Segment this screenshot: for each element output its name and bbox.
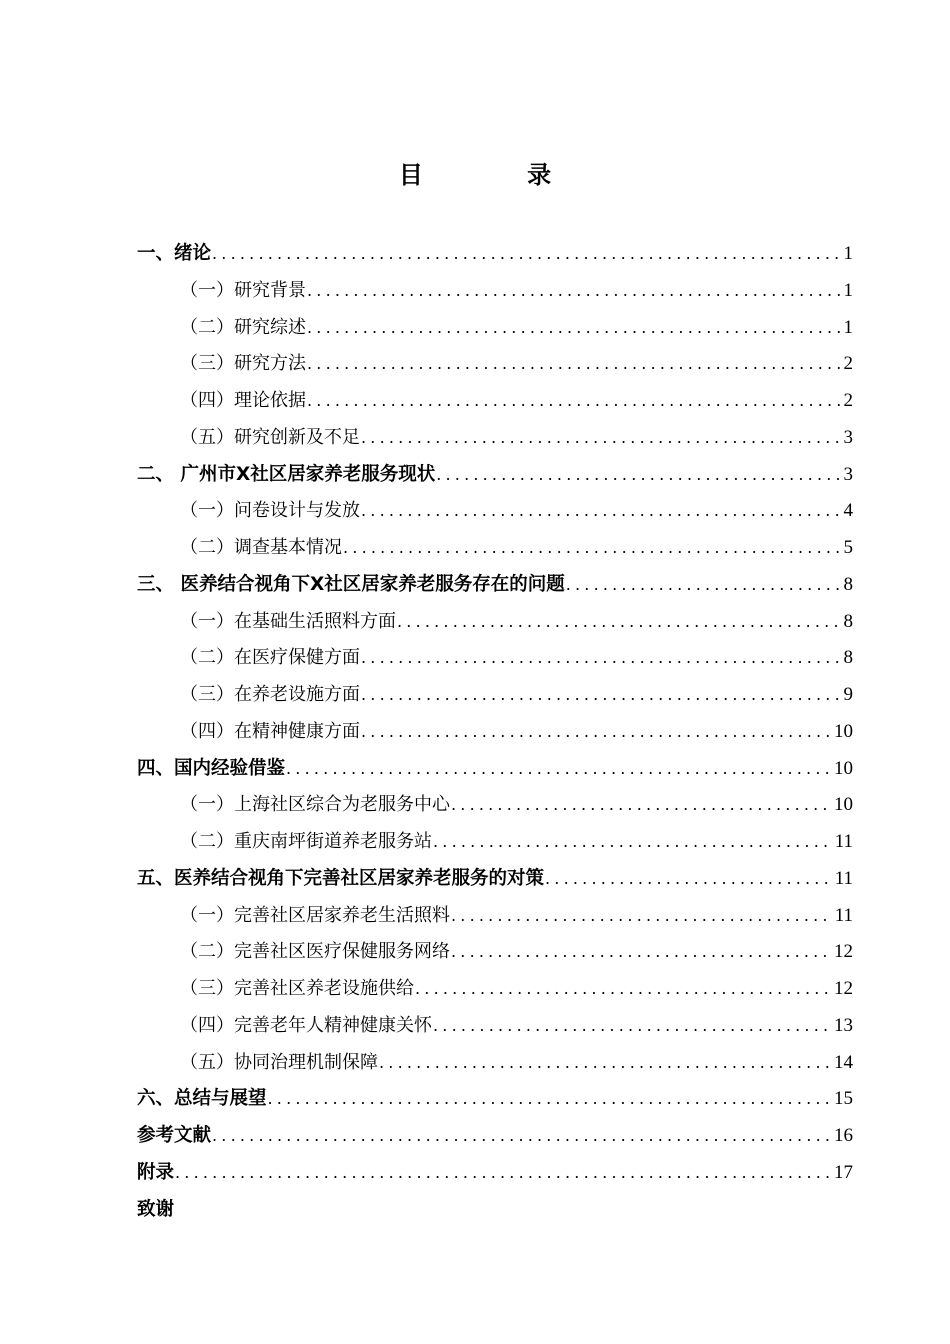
toc-entry-label: （四）完善老年人精神健康关怀	[180, 1014, 432, 1036]
toc-entry-label: （四）理论依据	[180, 390, 306, 411]
toc-page-number: 2	[843, 353, 853, 375]
toc-page-number: 3	[843, 463, 853, 485]
toc-section-entry[interactable]	[137, 677, 853, 714]
toc-entry-label: 致谢	[137, 1198, 175, 1220]
toc-section-entry[interactable]	[137, 273, 853, 310]
toc-page-number: 14	[834, 1051, 853, 1073]
toc-entry-label: 二、 广州市X社区居家养老服务现状	[137, 463, 436, 485]
toc-section-entry[interactable]	[137, 787, 853, 824]
toc-dot-leader	[307, 383, 842, 420]
toc-entry-label: （二）重庆南坪街道养老服务站	[180, 831, 432, 852]
toc-entry-label: （一）上海社区综合为老服务中心	[180, 794, 450, 816]
toc-entry-label: 一、绪论	[137, 243, 212, 264]
toc-page-number: 2	[843, 390, 853, 411]
toc-dot-leader	[307, 310, 842, 347]
toc-section-entry[interactable]	[137, 971, 853, 1008]
toc-page-number: 12	[834, 978, 853, 999]
toc-section-entry[interactable]	[137, 934, 853, 971]
toc-page-number: 5	[843, 537, 853, 558]
toc-chapter-entry[interactable]	[137, 457, 853, 494]
toc-page-number: 8	[843, 647, 853, 669]
toc-dot-leader	[212, 236, 841, 273]
toc-entry-label: （二）在医疗保健方面	[180, 647, 360, 669]
toc-section-entry[interactable]	[137, 310, 853, 347]
toc-page-number: 12	[834, 941, 853, 963]
toc-section-entry[interactable]	[137, 1045, 853, 1082]
toc-dot-leader	[379, 1045, 832, 1082]
toc-entry-label: （一）完善社区居家养老生活照料	[180, 904, 450, 926]
toc-page-number: 10	[834, 794, 853, 816]
toc-entry-label: 五、医养结合视角下完善社区居家养老服务的对策	[137, 867, 545, 889]
toc-page-number: 9	[843, 684, 853, 705]
toc-page-number: 1	[843, 243, 853, 264]
toc-page-number: 16	[834, 1125, 853, 1146]
toc-dot-leader	[361, 493, 842, 530]
toc-dot-leader	[433, 1008, 832, 1045]
toc-section-entry[interactable]	[137, 383, 853, 420]
toc-dot-leader	[361, 677, 842, 714]
toc-dot-leader	[361, 640, 842, 677]
toc-chapter-entry[interactable]	[137, 861, 853, 898]
toc-page-number: 4	[843, 500, 853, 522]
toc-entry-label: （二）完善社区医疗保健服务网络	[180, 941, 450, 963]
toc-page-number: 11	[834, 904, 853, 926]
toc-dot-leader	[343, 530, 842, 567]
toc-page-number: 10	[834, 757, 853, 779]
toc-dot-leader	[451, 934, 832, 971]
toc-chapter-entry[interactable]	[137, 1118, 853, 1155]
toc-entry-label: （一）在基础生活照料方面	[180, 610, 396, 632]
toc-section-entry[interactable]	[137, 493, 853, 530]
toc-entry-label: （二）研究综述	[180, 316, 306, 338]
toc-entry-label: （三）研究方法	[180, 353, 306, 375]
toc-dot-leader	[545, 861, 833, 898]
toc-page-number: 8	[843, 573, 853, 595]
toc-entry-label: 四、国内经验借鉴	[137, 757, 286, 779]
toc-page-number: 15	[834, 1088, 853, 1110]
toc-entry-label: （三）完善社区养老设施供给	[180, 978, 414, 999]
toc-dot-leader	[433, 824, 833, 861]
toc-entry-label: （四）在精神健康方面	[180, 720, 360, 742]
toc-entry-label: 附录	[137, 1161, 175, 1183]
toc-page-number: 1	[843, 279, 853, 301]
toc-dot-leader	[566, 567, 842, 604]
toc-page-number: 10	[834, 720, 853, 742]
toc-dot-leader	[307, 346, 842, 383]
toc-entry-label: （二）调查基本情况	[180, 537, 342, 558]
toc-dot-leader	[361, 714, 832, 751]
toc-entry-label: （一）问卷设计与发放	[180, 500, 360, 522]
toc-page-number: 13	[834, 1014, 853, 1036]
toc-page-number: 11	[834, 831, 853, 852]
toc-page-number: 1	[843, 316, 853, 338]
toc-dot-leader	[212, 1118, 832, 1155]
toc-page-number: 11	[834, 867, 853, 889]
toc-entry-label: 参考文献	[137, 1125, 212, 1146]
toc-section-entry[interactable]	[137, 604, 853, 641]
toc-dot-leader	[451, 898, 833, 935]
toc-dot-leader	[307, 273, 842, 310]
toc-dot-leader	[361, 420, 842, 457]
toc-page-number: 17	[834, 1161, 853, 1183]
toc-dot-leader	[397, 604, 842, 641]
toc-section-entry[interactable]	[137, 640, 853, 677]
toc-dot-leader	[268, 1081, 832, 1118]
toc-section-entry[interactable]	[137, 824, 853, 861]
toc-chapter-entry[interactable]	[137, 751, 853, 788]
toc-entry-label: （一）研究背景	[180, 279, 306, 301]
toc-entry-label: 三、 医养结合视角下X社区居家养老服务存在的问题	[137, 573, 565, 595]
toc-chapter-entry[interactable]	[137, 1192, 853, 1229]
toc-page-number: 8	[843, 610, 853, 632]
toc-dot-leader	[415, 971, 832, 1008]
toc-chapter-entry[interactable]	[137, 567, 853, 604]
toc-entry-label: 六、总结与展望	[137, 1088, 267, 1110]
toc-chapter-entry[interactable]	[137, 1081, 853, 1118]
toc-dot-leader	[436, 457, 841, 494]
toc-entry-label: （三）在养老设施方面	[180, 684, 360, 705]
toc-chapter-entry[interactable]	[137, 1155, 853, 1192]
toc-section-entry[interactable]	[137, 898, 853, 935]
toc-section-entry[interactable]	[137, 530, 853, 567]
toc-entry-label: （五）协同治理机制保障	[180, 1051, 378, 1073]
toc-section-entry[interactable]	[137, 420, 853, 457]
toc-dot-leader	[286, 751, 832, 788]
toc-section-entry[interactable]	[137, 346, 853, 383]
toc-entry-label: （五）研究创新及不足	[180, 426, 360, 448]
toc-section-entry[interactable]	[137, 714, 853, 751]
toc-dot-leader	[175, 1155, 832, 1192]
toc-page-number: 3	[843, 426, 853, 448]
toc-dot-leader	[451, 787, 832, 824]
toc-section-entry[interactable]	[137, 1008, 853, 1045]
toc-list	[137, 236, 853, 1228]
toc-title: 目 录	[398, 161, 600, 189]
toc-chapter-entry[interactable]	[137, 236, 853, 273]
